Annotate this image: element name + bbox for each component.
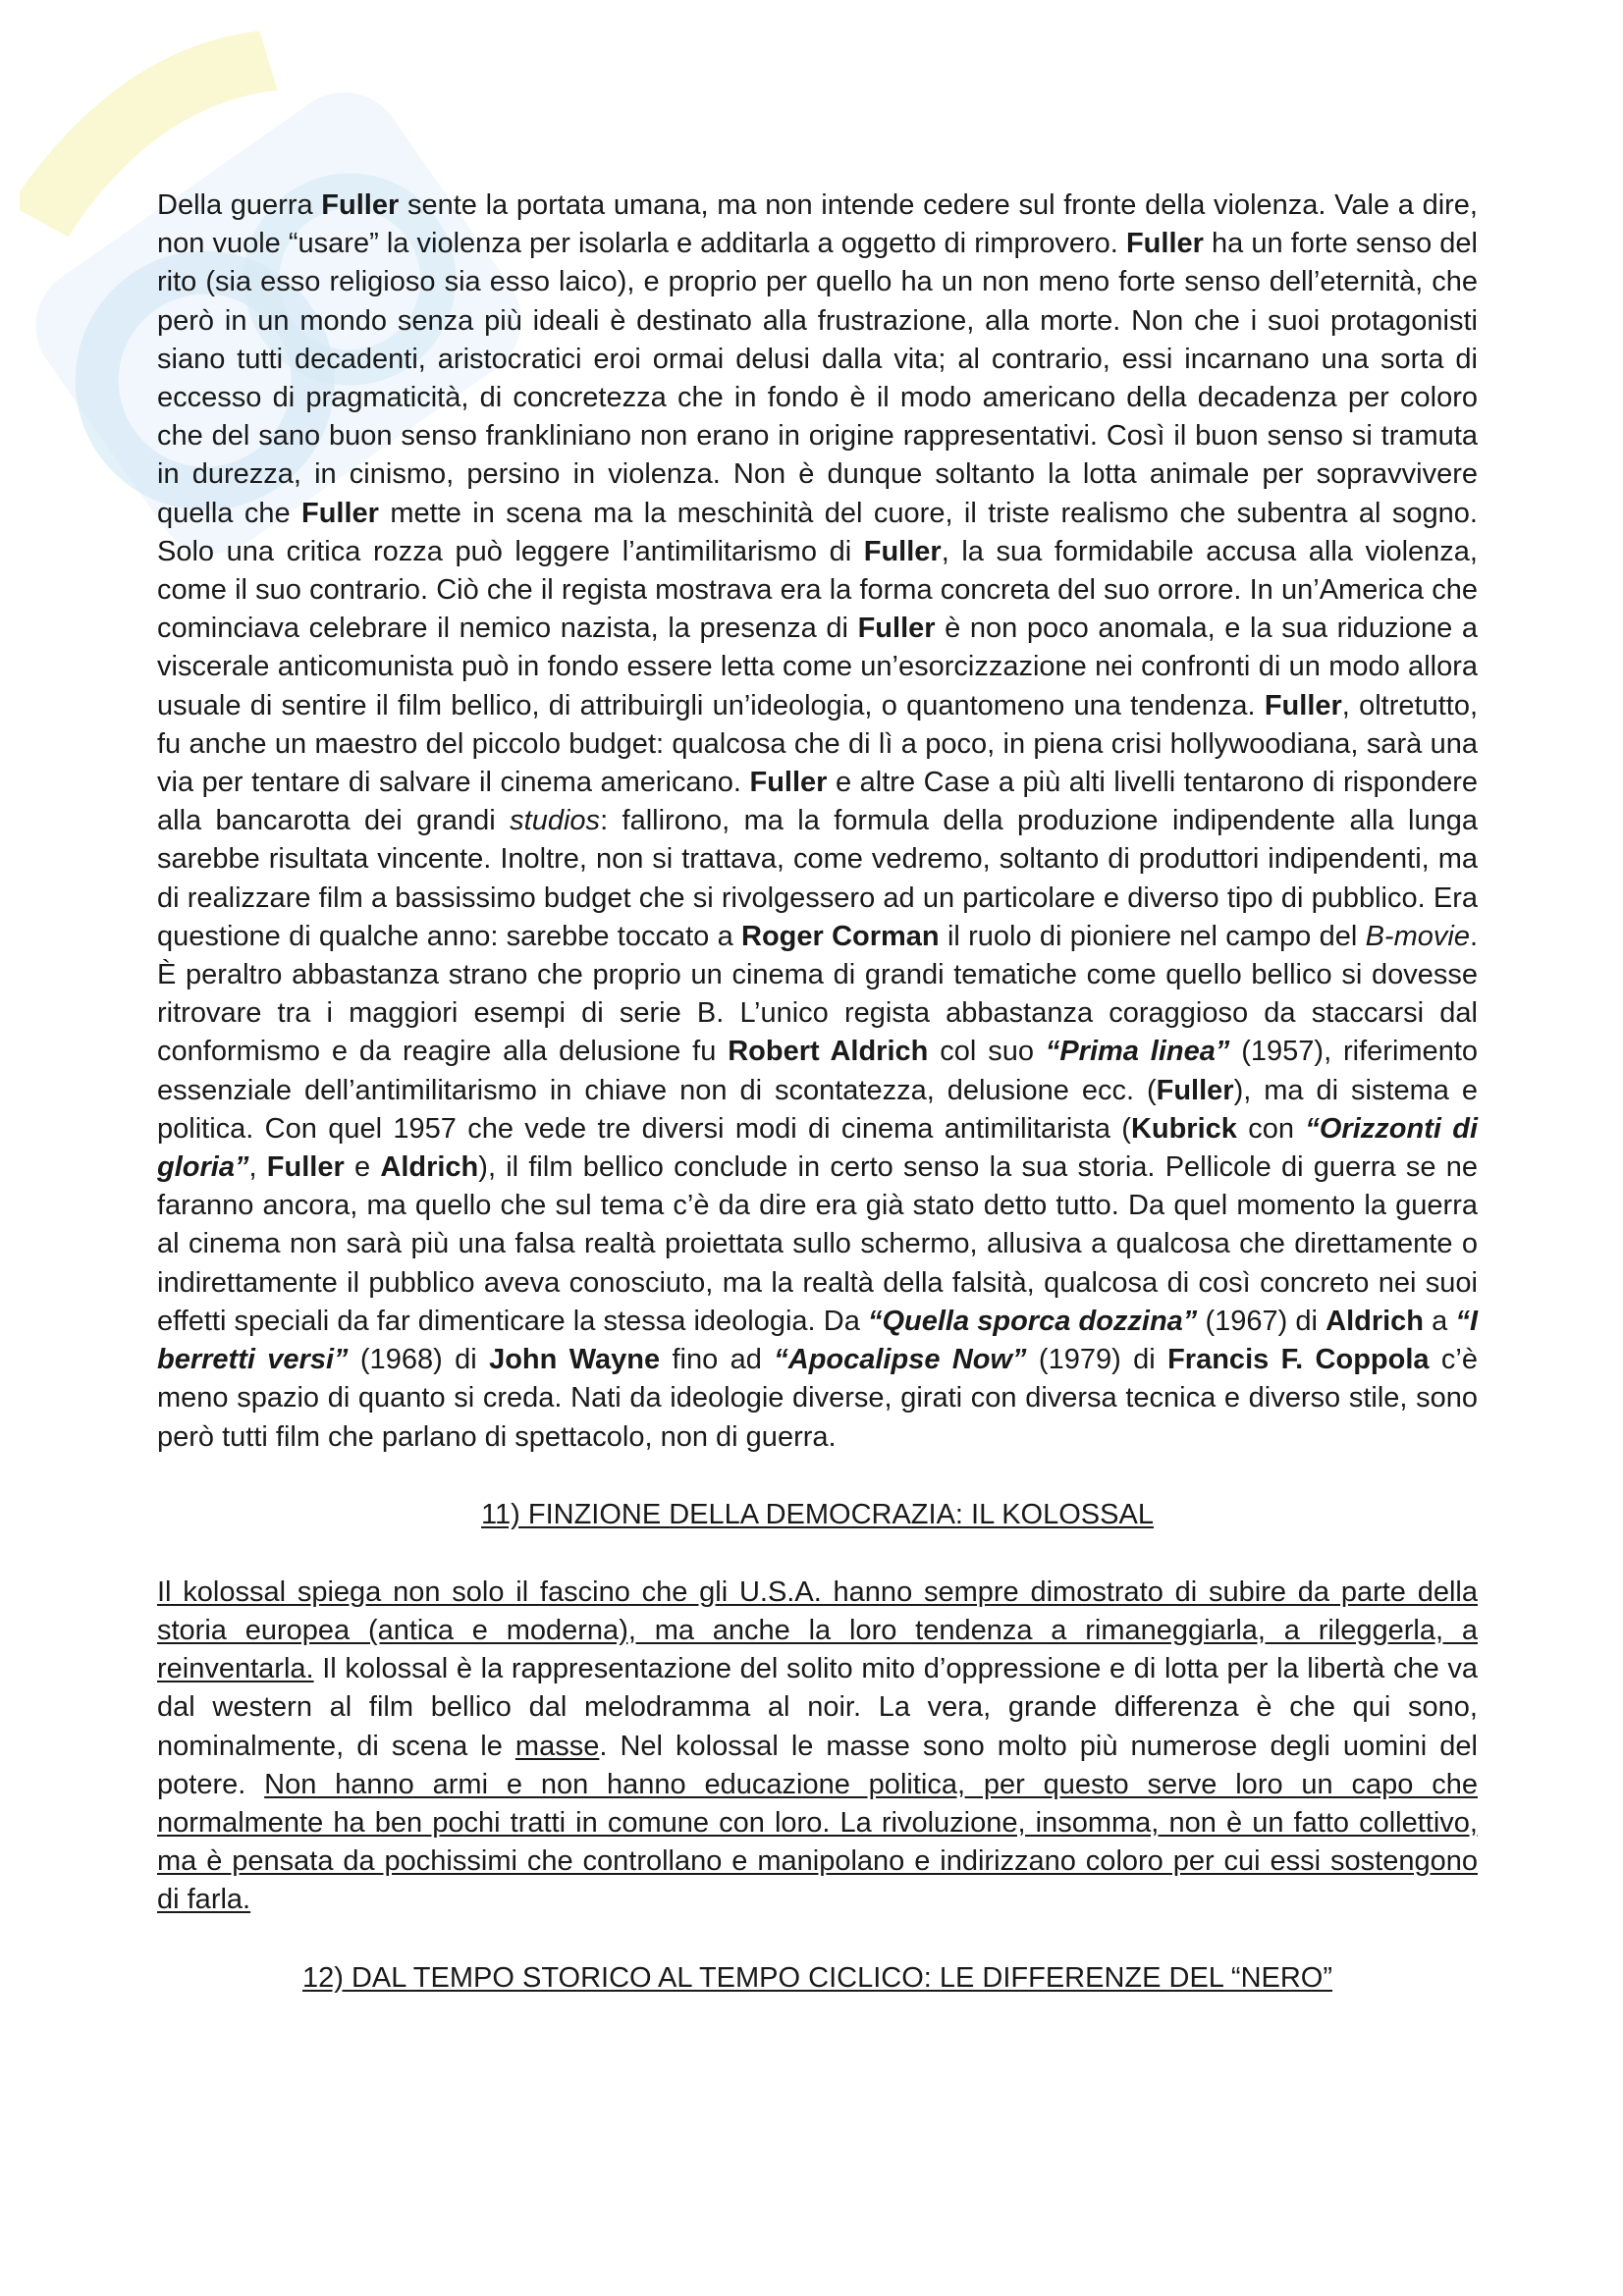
text-run: a (1424, 1305, 1456, 1337)
text-run: “Prima linea” (1045, 1036, 1230, 1068)
text-run: Fuller (321, 189, 400, 221)
text-run: Francis F. Coppola (1167, 1344, 1430, 1376)
text-run: “Orizzonti di gloria” (157, 1112, 1479, 1184)
text-run: e (344, 1151, 381, 1184)
section-heading-12: 12) DAL TEMPO STORICO AL TEMPO CICLICO: LE DIFFERENZE DEL “NERO” (301, 1961, 1333, 1994)
text-run: fino ad (660, 1344, 775, 1376)
text-run: John Wayne (489, 1344, 661, 1376)
body-paragraph-1 (157, 187, 1478, 1457)
text-run: Fuller (749, 767, 828, 799)
text-run: (1979) di (1026, 1344, 1168, 1376)
text-run: . Nel kolossal le masse sono molto più numerose degli uomini del potere. (157, 1730, 1478, 1800)
text-run: è non poco anomala, e la sua riduzione a viscerale anticomunista può in fondo essere letta come un’esorcizzazione nei confronti di un modo allora usuale di sentire il film bellico, di attribuirgli un’ideologia, o quantomeno una tendenza. (157, 613, 1479, 721)
text-run: ), ma di sistema e politica. Con quel 1957 che vede tre diversi modi di cinema antimilitarista ( (157, 1074, 1478, 1145)
text-run: , la sua formidabile accusa alla violenza, come il suo contrario. Ciò che il regista mostrava era la forma concreta del suo orrore. In un’America che cominciava celebrare il nemico nazista, la presenza di (157, 535, 1478, 645)
text-run: B-movie (1365, 920, 1470, 952)
text-run: studios (510, 805, 601, 837)
text-run: “I berretti versi” (157, 1305, 1478, 1376)
text-run: Il kolossal spiega non solo il fascino che gli U.S.A. hanno sempre dimostrato di subire da parte della storia europea (antica e moderna), ma anche la loro tendenza a rimaneggiarla, a rileggerla, a reinventarla. (157, 1575, 1478, 1685)
body-paragraph-2 (157, 1574, 1478, 1920)
text-run: “Apocalipse Now” (774, 1344, 1027, 1376)
text-run: con (1236, 1112, 1306, 1145)
text-run: c’è meno spazio di quanto si creda. Nati da ideologie diverse, girati con diversa tecnica e diverso stile, sono però tutti film che parlano di spettacolo, non di guerra. (157, 1344, 1478, 1453)
text-run: Non hanno armi e non hanno educazione politica, per questo serve loro un capo che normalmente ha ben pochi tratti in comune con loro. La rivoluzione, insomma, non è un fatto collettivo, ma è pensata da pochissimi che controllano e manipolano e indirizzano coloro per cui essi sostengono di farla. (157, 1768, 1478, 1916)
text-run: (1967) di (1197, 1305, 1326, 1337)
text-run: Della guerra (157, 189, 322, 221)
section-heading-11: 11) FINZIONE DELLA DEMOCRAZIA: IL KOLOSSAL (481, 1498, 1154, 1530)
text-run: Il kolossal è la rappresentazione del solito mito d’oppressione e di lotta per la libertà che va dal western al film bellico dal melodramma al noir. La vera, grande differenza è che qui sono, nominalmente, di scena le (157, 1653, 1478, 1762)
text-run: Fuller (1125, 228, 1204, 260)
text-run: Fuller (1156, 1074, 1234, 1106)
text-run: Fuller (857, 613, 936, 645)
text-run: ha un forte senso del rito (sia esso religioso sia esso laico), e proprio per quello ha un non meno forte senso dell’eternità, che però in un mondo senza più ideali è destinato alla frustrazione, alla morte. Non che i suoi protagonisti siano tutti decadenti, aristocratici eroi ormai delusi dalla vita; al contrario, essi incarnano una sorta di eccesso di pragmaticità, di concretezza che in fondo è il modo americano della decadenza per coloro che del sano buon senso frankliniano non erano in origine rappresentativi. Così il buon senso si tramuta in durezza, in cinismo, persino in violenza. Non è dunque soltanto la lotta animale per sopravvivere quella che (157, 228, 1478, 529)
text-run: Aldrich (1325, 1305, 1425, 1337)
document-body (157, 187, 1478, 1998)
text-run: Aldrich (380, 1151, 479, 1184)
text-run: , (248, 1151, 267, 1184)
text-run: col suo (928, 1036, 1046, 1068)
text-run: Robert Aldrich (728, 1036, 929, 1068)
text-run: “Quella sporca dozzina” (867, 1305, 1198, 1337)
text-run: Roger Corman (741, 920, 940, 952)
text-run: Kubrick (1130, 1112, 1237, 1145)
text-run: ), il film bellico conclude in certo senso la sua storia. Pellicole di guerra se ne faranno ancora, ma quello che sul tema c’è da dire era già stato detto tutto. Da quel momento la guerra al cinema non sarà più una falsa realtà proiettata sullo schermo, allusiva a qualcosa che direttamente o indirettamente il pubblico aveva conosciuto, ma la realtà della falsità, qualcosa di così concreto nei suoi effetti speciali da far dimenticare la stessa ideologia. Da (157, 1151, 1478, 1337)
text-run: e altre Case a più alti livelli tentarono di rispondere alla bancarotta dei grandi (157, 767, 1478, 837)
text-run: mette in scena ma la meschinità del cuore, il triste realismo che subentra al sogno. Solo una critica rozza può leggere l’antimilitarismo di (157, 497, 1478, 567)
text-run: Fuller (863, 535, 942, 567)
text-run: Fuller (266, 1151, 345, 1184)
text-run: (1957), riferimento essenziale dell’antimilitarismo in chiave non di scontatezza, delusione ecc. ( (157, 1036, 1479, 1106)
text-run: Fuller (300, 497, 379, 529)
text-run: . È peraltro abbastanza strano che proprio un cinema di grandi tematiche come quello bellico si dovesse ritrovare tra i maggiori esempi di serie B. L’unico regista abbastanza coraggioso da staccarsi dal conformismo e da reagire alla delusione fu (157, 920, 1479, 1068)
text-run: Fuller (1264, 689, 1342, 721)
text-run: : fallirono, ma la formula della produzione indipendente alla lunga sarebbe risultata vincente. Inoltre, non si trattava, come vedremo, soltanto di produttori indipendenti, ma di realizzare film a bassissimo budget che si rivolgessero ad un particolare e diverso tipo di pubblico. Era questione di qualche anno: sarebbe toccato a (157, 805, 1478, 952)
text-run: sente la portata umana, ma non intende cedere sul fronte della violenza. Vale a dire, non vuole “usare” la violenza per isolarla e additarla a oggetto di rimprovero. (157, 189, 1478, 260)
text-run: , oltretutto, fu anche un maestro del piccolo budget: qualcosa che di lì a poco, in piena crisi hollywoodiana, sarà una via per tentare di salvare il cinema americano. (157, 689, 1479, 799)
text-run: (1968) di (348, 1344, 490, 1376)
text-run: il ruolo di pioniere nel campo del (939, 920, 1366, 952)
text-run: masse (514, 1730, 600, 1762)
